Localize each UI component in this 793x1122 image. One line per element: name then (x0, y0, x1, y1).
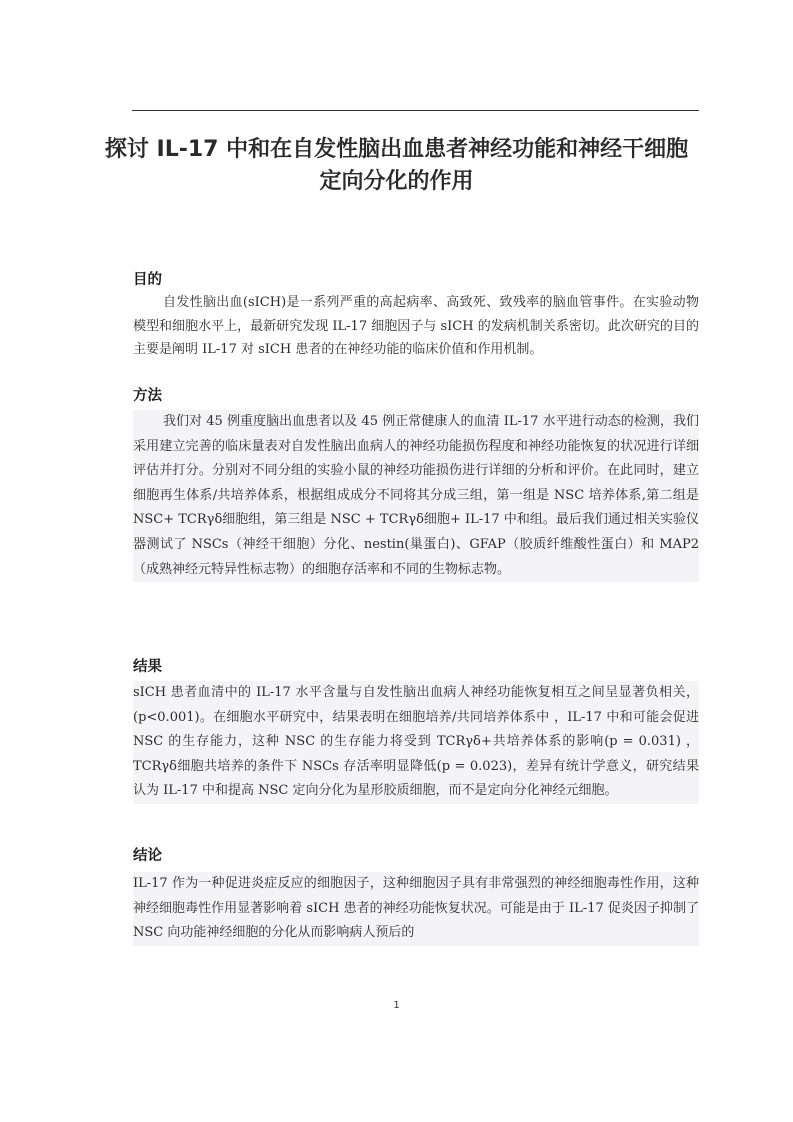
methods-paragraph: 我们对 45 例重度脑出血患者以及 45 例正常健康人的血清 IL-17 水平进行动态的检测，我们采用建立完善的临床量表对自发性脑出血病人的神经功能损伤程度和神经功能恢复的状况进行详细评估并打分。分别对不同分组的实验小鼠的神经功能损伤进行详细的分析和评价。在此同时，建立细胞再生体系/共培养体系，根据组成成分不同将其分成三组，第一组是 NSC 培养体系,第二组是 NSC+ TCRγδ细胞组，第三组是 NSC + TCRγδ细胞+ IL-17 中和组。最后我们通过相关实验仪器测试了 NSCs（神经干细胞）分化、nestin(巢蛋白)、GFAP（胶质纤维酸性蛋白）和 MAP2（成熟神经元特异性标志物）的细胞存活率和不同的生物标志物。 (133, 410, 699, 582)
purpose-heading: 目的 (133, 272, 162, 288)
page-number: 1 (393, 1000, 400, 1011)
header-rule (132, 110, 699, 111)
results-heading: 结果 (133, 659, 162, 675)
paper-title: 探讨 IL-17 中和在自发性脑出血患者神经功能和神经干细胞定向分化的作用 (104, 137, 689, 194)
conclusion-paragraph: IL-17 作为一种促进炎症反应的细胞因子，这种细胞因子具有非常强烈的神经细胞毒性作用，这种神经细胞毒性作用显著影响着 sICH 患者的神经功能恢复状况。可能是由于 IL-17 促炎因子抑制了 NSC 向功能神经细胞的分化从而影响病人预后的 (133, 872, 699, 946)
purpose-paragraph: 自发性脑出血(sICH)是一系列严重的高起病率、高致死、致残率的脑血管事件。在实验动物模型和细胞水平上，最新研究发现 IL-17 细胞因子与 sICH 的发病机制关系密切。此次研究的目的主要是阐明 IL-17 对 sICH 患者的在神经功能的临床价值和作用机制。 (133, 295, 699, 357)
conclusion-heading: 结论 (133, 848, 162, 864)
methods-heading: 方法 (133, 388, 162, 404)
results-paragraph: sICH 患者血清中的 IL-17 水平含量与自发性脑出血病人神经功能恢复相互之间呈显著负相关，(p<0.001)。在细胞水平研究中，结果表明在细胞培养/共同培养体系中 ，IL-17 中和可能会促进 NSC 的生存能力，这种 NSC 的生存能力将受到 TCRγδ+共培养体系的影响(p = 0.031) ，TCRγδ细胞共培养的条件下 NSCs 存活率明显降低(p = 0.023)，差异有统计学意义，研究结果认为 IL-17 中和提高 NSC 定向分化为星形胶质细胞，而不是定向分化神经元细胞。 (133, 681, 699, 804)
